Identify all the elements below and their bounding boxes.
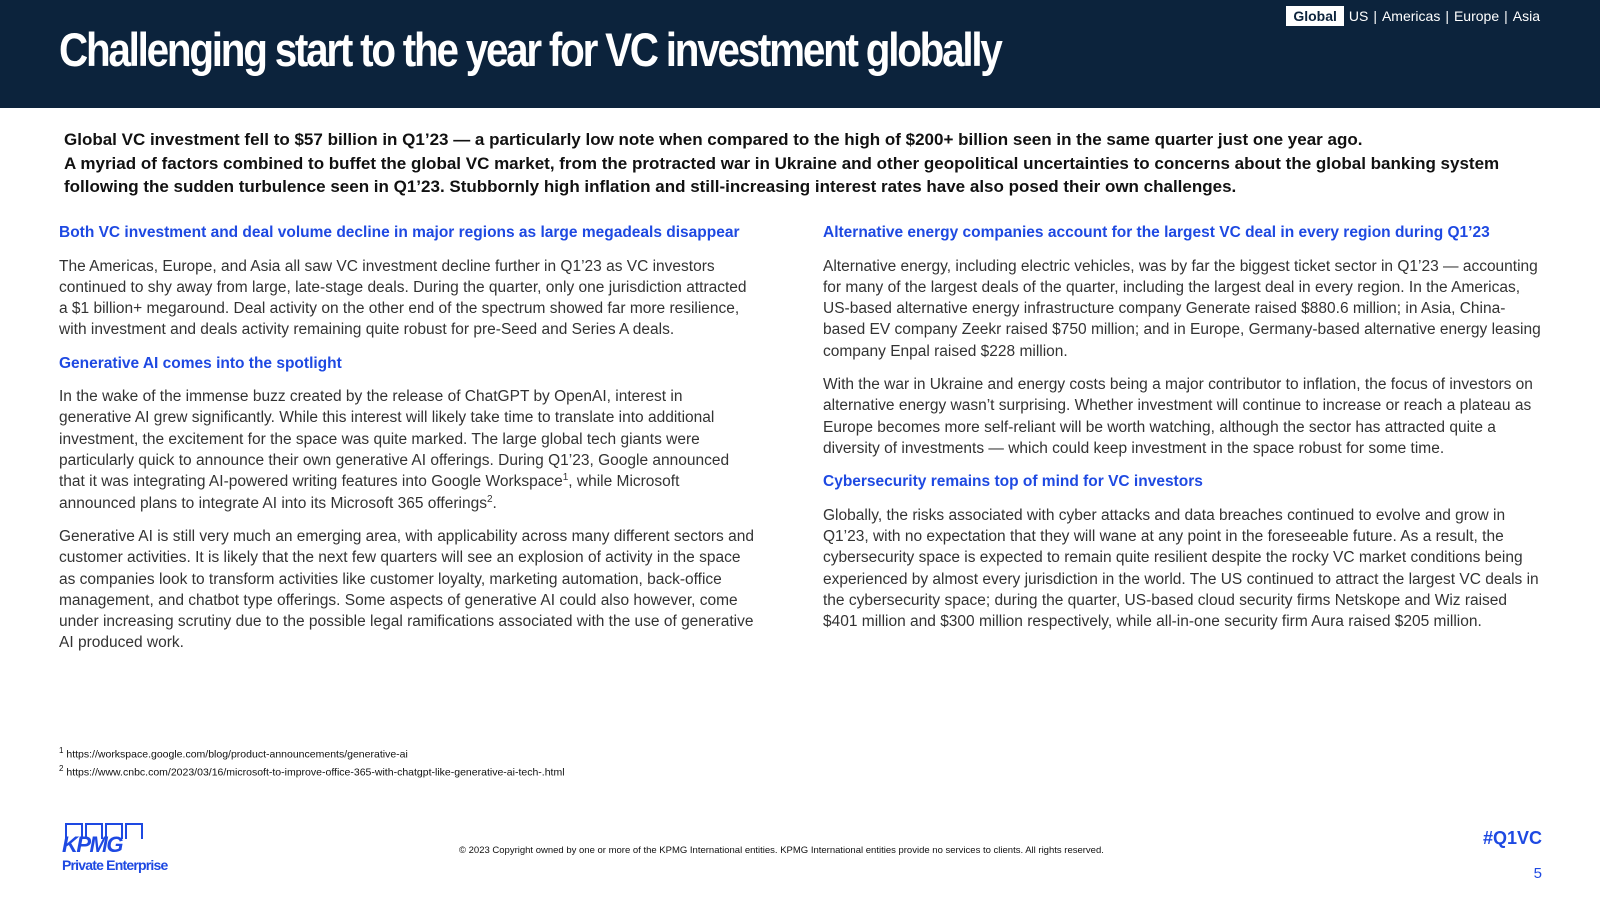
copyright-notice: © 2023 Copyright owned by one or more of the KPMG International entities. KPMG International entities provide no services to clients. All rights reserved. [459, 845, 1104, 856]
intro-line-1: Global VC investment fell to $57 billion in Q1’23 — a particularly low note when compared to the high of $200+ billion seen in the same quarter just one year ago. [64, 130, 1363, 149]
kpmg-logo-subtitle: Private Enterprise [62, 857, 168, 873]
footnote-ref-1[interactable]: 1 [562, 472, 569, 484]
kpmg-logo-wordmark: KPMG [62, 832, 122, 857]
intro-line-2: A myriad of factors combined to buffet the global VC market, from the protracted war in Ukraine and other geopolitical uncertainties to concerns about the global banking system following the sudden turbulence seen in Q1’23. Stubbornly high inflation and still-increasing interest rates have also posed their own challenges. [64, 153, 1500, 196]
paragraph-alternative-energy-deals: Alternative energy, including electric vehicles, was by far the biggest ticket sector in Q1’23 — accounting for many of the largest deals of the quarter, including the largest deal in every region. In the Americas, US-based alternative energy infrastructure company Generate raised $880.6 million; in Asia, China-based EV company Zeekr raised $750 million; and in Europe, Germany-based alternative energy leasing company Enpal raised $228 million. [823, 257, 1541, 360]
region-nav [1286, 6, 1540, 26]
page-number: 5 [1533, 865, 1542, 882]
footnote-2: $^2$ https://www.cnbc.com/2023/03/16/microsoft-to-improve-office-365-with-chatgpt-like-generative-ai-tech-.html [59, 763, 565, 778]
region-europe[interactable]: Europe [1453, 8, 1500, 24]
section-heading-cybersecurity: Cybersecurity remains top of mind for VC investors [823, 473, 1203, 491]
region-separator: | [1504, 8, 1508, 24]
region-global[interactable]: Global [1286, 6, 1344, 26]
region-americas[interactable]: Americas [1381, 8, 1441, 24]
hashtag-label: #Q1VC [1482, 828, 1542, 848]
section-heading-alternative-energy: Alternative energy companies account for the largest VC deal in every region during Q1’23 [823, 224, 1490, 241]
footnotes [59, 744, 565, 779]
paragraph-generative-ai-buzz: In the wake of the immense buzz created by the release of ChatGPT by OpenAI, interest in generative AI grew significantly. While this interest will likely take time to translate into additional investment, the excitement for the space was quite marked. The large global tech giants were particularly quick to announce their own generative AI offerings. During Q1’23, Google announced that it was integrating AI-powered writing features into Google Workspace$^1$, while Microsoft announced plans to integrate AI into its Microsoft 365 offerings$^2$. [59, 388, 730, 512]
kpmg-logo [62, 823, 172, 883]
paragraph-cybersecurity: Globally, the risks associated with cyber attacks and data breaches continued to evolve and grow in Q1’23, with no expectation that they will wane at any point in the foreseeable future. As a result, the cybersecurity space is expected to remain quite resilient despite the rocky VC market conditions being experienced by almost every jurisdiction in the world. The US continued to attract the largest VC deals in the cybersecurity space; during the quarter, US-based cloud security firms Netskope and Wiz raised $401 million and $300 million respectively, while all-in-one security firm Aura raised $205 million. [823, 506, 1539, 631]
page-title: Challenging start to the year for VC investment globally [59, 23, 1001, 76]
intro-summary [64, 128, 1544, 199]
region-us[interactable]: US [1348, 8, 1369, 24]
region-separator: | [1445, 8, 1449, 24]
paragraph-alternative-energy-outlook: With the war in Ukraine and energy costs being a major contributor to inflation, the focus of investors on alternative energy wasn’t surprising. Whether investment will continue to increase or reach a plateau as Europe becomes more self-reliant will be worth watching, although the sector has attracted quite a diversity of investments — which could keep investment in the space robust for some time. [823, 375, 1533, 457]
paragraph-investment-decline: The Americas, Europe, and Asia all saw VC investment decline further in Q1’23 as VC investors continued to shy away from large, late-stage deals. During the quarter, only one jurisdiction attracted a $1 billion+ megaround. Deal activity on the other end of the spectrum showed far more resilience, with investment and deals activity remaining quite robust for pre-Seed and Series A deals. [59, 257, 747, 339]
region-separator: | [1373, 8, 1377, 24]
right-column [823, 222, 1543, 644]
region-asia[interactable]: Asia [1512, 8, 1540, 24]
footnote-ref-2[interactable]: 2 [486, 493, 493, 505]
footnote-1: $^1$ https://workspace.google.com/blog/product-announcements/generative-ai [59, 746, 408, 761]
left-column [59, 222, 759, 666]
section-heading-investment-decline: Both VC investment and deal volume decline in major regions as large megadeals disappear [59, 224, 740, 241]
header-bar [0, 0, 1600, 108]
footnote-link-2[interactable]: https://www.cnbc.com/2023/03/16/microsoft-to-improve-office-365-with-chatgpt-like-generative-ai-tech-.html [66, 766, 565, 778]
footnote-link-1[interactable]: https://workspace.google.com/blog/product-announcements/generative-ai [66, 748, 408, 761]
paragraph-generative-ai-outlook: Generative AI is still very much an emerging area, with applicability across many different sectors and customer activities. It is likely that the next few quarters will see an explosion of activity in the space as companies look to transform activities like customer loyalty, marketing automation, back-office management, and chatbot type offerings. Some aspects of generative AI could also however, come under increasing scrutiny due to the possible legal ramifications associated with the use of generative AI produced work. [59, 527, 754, 652]
section-heading-generative-ai: Generative AI comes into the spotlight [59, 354, 342, 372]
